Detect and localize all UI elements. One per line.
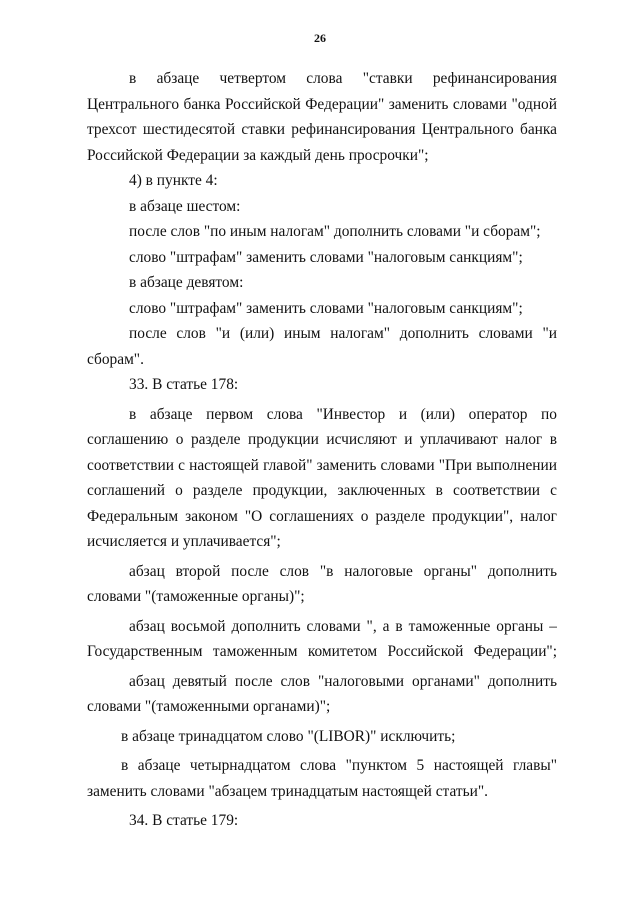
text-line: словами "(таможенными органами)"; xyxy=(87,698,331,715)
text-line: после слов "по иным налогам" дополнить словами "и сборам"; xyxy=(129,223,541,240)
text-line: соответствии с настоящей главой" заменить словами "При выполнении xyxy=(87,456,557,474)
text-line: абзац восьмой дополнить словами ", а в таможенные органы – xyxy=(129,617,557,635)
text-line: в абзаце четырнадцатом слова "пунктом 5 настоящей главы" xyxy=(121,757,557,774)
text-line: в абзаце четвертом слова "ставки рефинансирования xyxy=(129,70,557,87)
text-line: в абзаце первом слова "Инвестор и (или) оператор по xyxy=(129,405,557,423)
text-line: словами "(таможенные органы)"; xyxy=(87,588,305,605)
text-line: слово "штрафам" заменить словами "налоговым санкциям"; xyxy=(129,299,523,317)
text-line: соглашению о разделе продукции исчисляют и уплачивают налог в xyxy=(87,431,557,448)
text-line: после слов "и (или) иным налогам" дополнить словами "и xyxy=(129,325,557,342)
section-heading: 33. В статье 178: xyxy=(129,376,239,393)
text-line: Российской Федерации за каждый день просрочки"; xyxy=(87,146,429,164)
text-line: трехсот шестидесятой ставки рефинансирования Центрального банка xyxy=(87,121,557,138)
text-line: заменить словами "абзацем тринадцатым настоящей статьи". xyxy=(87,782,489,800)
section-heading: 34. В статье 179: xyxy=(129,812,239,829)
text-line: в абзаце девятом: xyxy=(129,274,244,291)
text-line: абзац девятый после слов "налоговыми органами" дополнить xyxy=(129,672,557,690)
text-line: Центрального банка Российской Федерации" заменить словами "одной xyxy=(87,95,557,113)
text-line: исчисляется и уплачивается"; xyxy=(87,533,281,550)
text-line: соглашений о разделе продукции, заключенных в соответствии с xyxy=(87,482,557,499)
text-line: абзац второй после слов "в налоговые органы" дополнить xyxy=(129,562,557,580)
document-body xyxy=(87,66,557,834)
page-number: 26 xyxy=(314,31,326,45)
text-line: 4) в пункте 4: xyxy=(129,172,218,189)
text-line: Государственным таможенным комитетом Российской Федерации"; xyxy=(87,643,557,660)
text-line: слово "штрафам" заменить словами "налоговым санкциям"; xyxy=(129,248,523,266)
text-line: Федеральным законом "О соглашениях о разделе продукции", налог xyxy=(87,507,557,525)
text-line: в абзаце шестом: xyxy=(129,197,241,215)
text-line: сборам". xyxy=(87,350,144,368)
text-line: в абзаце тринадцатом слово "(LIBOR)" исключить; xyxy=(121,727,456,745)
